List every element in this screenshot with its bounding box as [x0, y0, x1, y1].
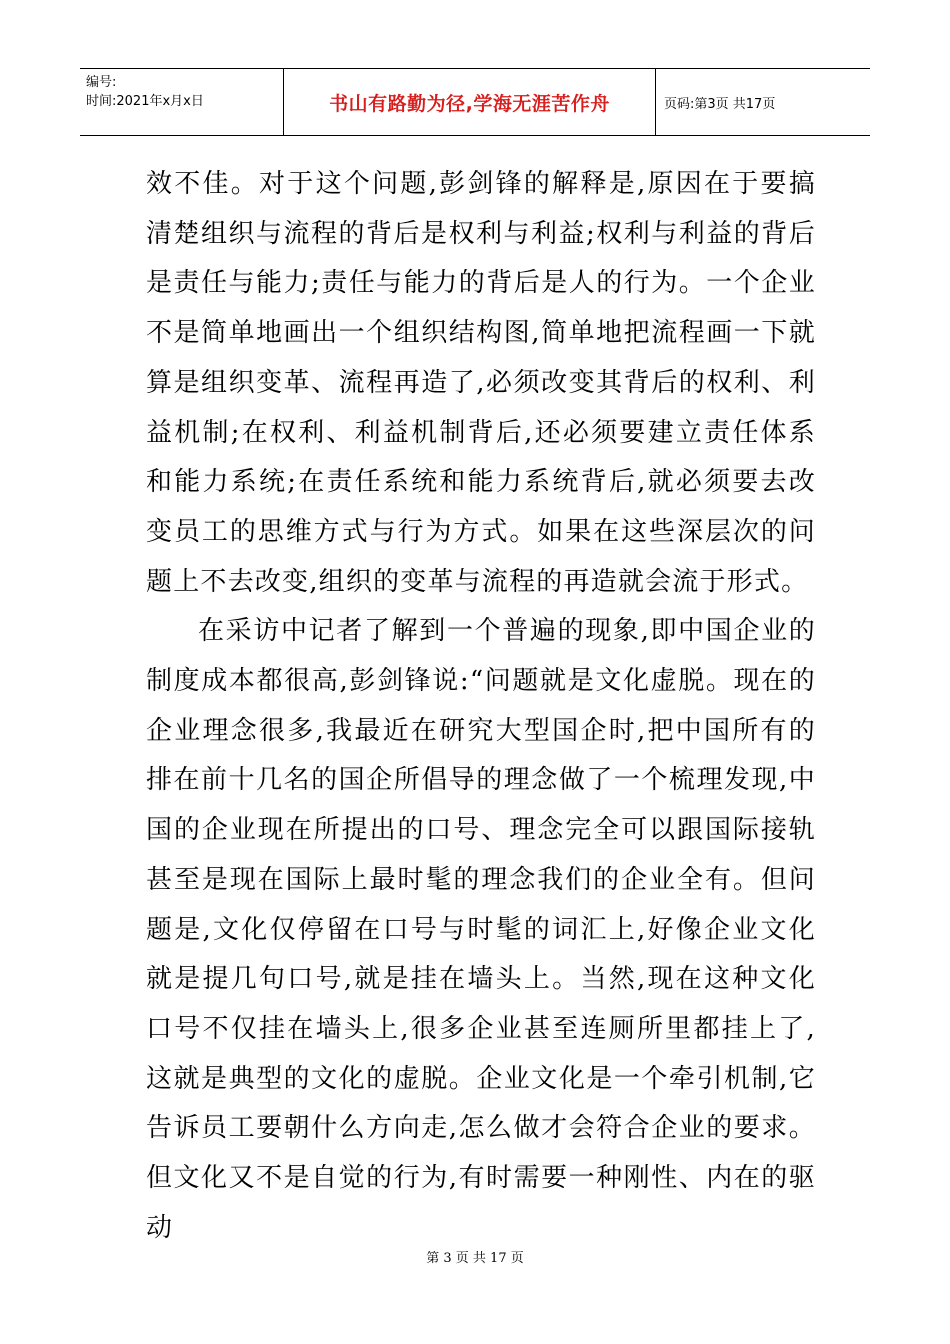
document-body	[146, 160, 816, 1253]
footer-page-number: 第 3 页 共 17 页	[426, 1251, 524, 1266]
header-motto-cell	[284, 69, 656, 135]
body-paragraph-1: 效不佳。对于这个问题,彭剑锋的解释是,原因在于要搞清楚组织与流程的背后是权利与利益;权利与利益的背后是责任与能力;责任与能力的背后是人的行为。一个企业不是简单地画出一个组织结构图,简单地把流程画一下就算是组织变革、流程再造了,必须改变其背后的权利、利益机制;在权利、利益机制背后,还必须要建立责任体系和能力系统;在责任系统和能力系统背后,就必须要去改变员工的思维方式与行为方式。如果在这些深层次的问题上不去改变,组织的变革与流程的再造就会流于形式。	[146, 169, 816, 597]
header-motto: 书山有路勤为径,学海无涯苦作舟	[329, 92, 610, 115]
document-number-label: 编号:	[86, 75, 117, 90]
document-time-label: 时间:2021年x月x日	[86, 94, 204, 109]
body-paragraph-2: 在采访中记者了解到一个普遍的现象,即中国企业的制度成本都很高,彭剑锋说:“问题就是文化虚脱。现在的企业理念很多,我最近在研究大型国企时,把中国所有的排在前十几名的国企所倡导的理念做了一个梳理发现,中国的企业现在所提出的口号、理念完全可以跟国际接轨甚至是现在国际上最时髦的理念我们的企业全有。但问题是,文化仅停留在口号与时髦的词汇上,好像企业文化就是提几句口号,就是挂在墙头上。当然,现在这种文化口号不仅挂在墙头上,很多企业甚至连厕所里都挂上了,这就是典型的文化的虚脱。企业文化是一个牵引机制,它告诉员工要朝什么方向走,怎么做才会符合企业的要求。但文化又不是自觉的行为,有时需要一种刚性、内在的驱动	[146, 616, 816, 1243]
header-table	[80, 68, 870, 136]
header-page-info: 页码:第3页 共17页	[664, 96, 776, 112]
page-footer	[0, 1247, 950, 1266]
header-meta-cell	[80, 69, 284, 135]
header-page-cell	[656, 69, 870, 135]
